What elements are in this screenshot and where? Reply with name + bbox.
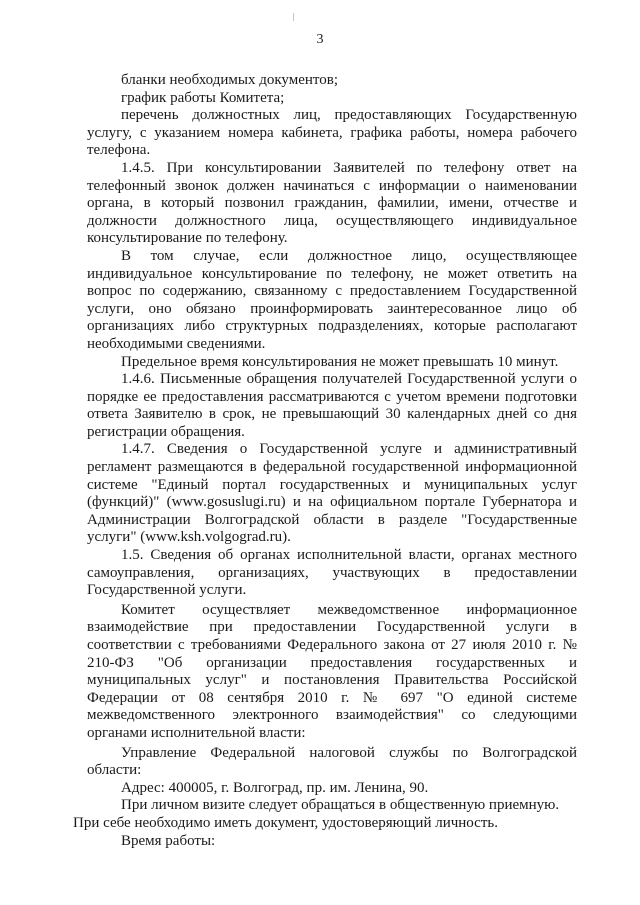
page-number: 3 — [316, 32, 324, 47]
paragraph-1-4-6: 1.4.6. Письменные обращения получателей Государственной услуги о порядке ее предоставления рассматриваются с учетом времени подготовки ответа Заявителю в срок, не превышающий 30 календарных дней со дня регистрации обращения. — [87, 371, 577, 440]
scan-mark — [293, 13, 294, 21]
paragraph-forms: бланки необходимых документов; — [121, 72, 339, 88]
paragraph-tax-service: Управление Федеральной налоговой службы по Волгоградской области: — [87, 744, 577, 779]
paragraph-phone-consult: В том случае, если должностное лицо, осуществляющее индивидуальное консультирование по телефону, не может ответить на вопрос по содержанию, связанному с предоставлением Государственной услуги, оно обязано проинформировать заинтересованное лицо об организациях либо структурных подразделениях, которые располагают необходимыми сведениями. — [87, 247, 577, 352]
paragraph-id-document: При себе необходимо иметь документ, удостоверяющий личность. — [73, 814, 498, 831]
paragraph-1-5: 1.5. Сведения об органах исполнительной власти, органах местного самоуправления, организациях, участвующих в предоставлении Государственной услуги. — [87, 547, 577, 599]
paragraph-officials-list: перечень должностных лиц, предоставляющих Государственную услугу, с указанием номера кабинета, графика работы, номера рабочего телефона. — [87, 107, 577, 159]
document-body — [73, 72, 577, 850]
paragraph-time-limit: Предельное время консультирования не может превышать 10 минут. — [121, 353, 559, 370]
paragraph-committee-interaction: Комитет осуществляет межведомственное информационное взаимодействие при предоставлении Государственной услуги в соответствии с требованиями Федерального закона от 27 июля 2010 г. № 210-ФЗ "Об организации предоставления государственных и муниципальных услуг" и постановления Правительства Российской Федерации от 08 сентября 2010 г. № 697 "О единой системе межведомственного электронного взаимодействия" со следующими органами исполнительной власти: — [87, 601, 577, 741]
paragraph-schedule: график работы Комитета; — [121, 89, 285, 106]
paragraph-1-4-5: 1.4.5. При консультировании Заявителей по телефону ответ на телефонный звонок должен начинаться с информации о наименовании органа, в который позвонил гражданин, фамилии, имени, отчестве и должности должностного лица, осуществляющего индивидуальное консультирование по телефону. — [87, 159, 577, 247]
paragraph-1-4-7: 1.4.7. Сведения о Государственной услуге и административный регламент размещаются в федеральной государственной информационной системе "Единый портал государственных и муниципальных услуг (функций)" (www.gosuslugi.ru) и на официальном портале Губернатора и Администрации Волгоградской области в разделе "Государственные услуги" (www.ksh.volgograd.ru). — [87, 441, 577, 546]
paragraph-working-hours: Время работы: — [121, 832, 216, 849]
paragraph-address: Адрес: 400005, г. Волгоград, пр. им. Ленина, 90. — [121, 779, 429, 796]
paragraph-visit: При личном визите следует обращаться в общественную приемную. — [121, 797, 560, 814]
